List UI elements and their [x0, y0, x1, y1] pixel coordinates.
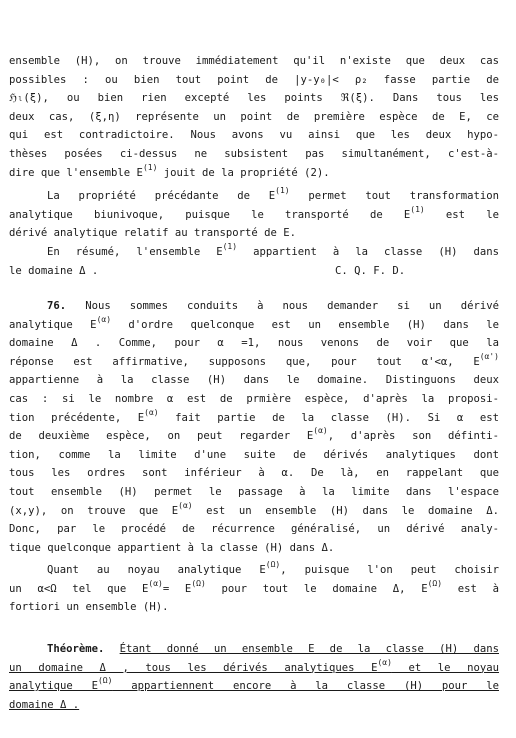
text-line: Quant au noyau analytique $E^{(\Omega)}$, puisque l'on peut choisir	[47, 560, 499, 576]
text-line: un domaine Δ , tous les dérivés analytiques $E^{(\alpha)}$ et le noyau	[9, 657, 499, 674]
section-first-line: Nous sommes conduits à nous demander si un dérivé	[85, 300, 499, 312]
text-line	[9, 640, 499, 659]
text-line: tion précédente, $E^{(\alpha)}$ fait partie de la classe (H). Si α est	[9, 407, 499, 424]
text-line: dire que l'ensemble $E^{(1)}$ jouit de la propriété (2).	[9, 162, 330, 179]
theorem-statement: Étant donné un ensemble E de la classe (H) dans	[119, 643, 499, 655]
text-line: tion, comme la limite d'une suite de dérivés analytiques dont	[9, 448, 499, 461]
section-76	[9, 297, 499, 557]
theorem	[9, 640, 499, 714]
text-line: ensemble (H), on trouve immédiatement qu'il n'existe que deux cas	[9, 55, 499, 67]
text-line: de deuxième espèce, on peut regarder $E^{(\alpha)}$, d'après son définti-	[9, 426, 499, 443]
text-line: En résumé, l'ensemble $E^{(1)}$ appartient à la classe (H) dans	[47, 242, 499, 258]
text-line: qui est contradictoire. Nous avons vu ainsi que les deux hypo-	[9, 129, 499, 142]
paragraph-proof-end	[9, 52, 499, 182]
text-line-domain: le domaine Δ .	[9, 264, 99, 277]
text-line: fortiori un ensemble (H).	[9, 601, 169, 614]
paragraph-summary	[9, 243, 499, 280]
text-line: tique quelconque appartient à la classe (H) dans Δ.	[9, 541, 335, 554]
text-line: domaine Δ . Comme, pour α =1, nous venons de voir que la	[9, 337, 499, 350]
text-line: analytique $E^{(\Omega)}$ appartiennent encore à la classe (H) pour le	[9, 676, 499, 693]
text-line: deux cas, (ξ,η) représente un point de première espèce de E, ce	[9, 110, 499, 123]
text-line: La propriété précédante de $E^{(1)}$ permet tout transformation	[47, 186, 499, 202]
text-line: appartienne à la classe (H) dans le domaine. Distinguons deux	[9, 374, 499, 387]
text-line: domaine Δ .	[9, 698, 80, 711]
text-line: réponse est affirmative, supposons que, pour tout α'<α, $E^{(\alpha')}$	[9, 351, 499, 368]
qed-mark: C. Q. F. D.	[335, 264, 406, 277]
text-line: (x,y), on trouve que $E^{(\alpha)}$ est un ensemble (H) dans le domaine Δ.	[9, 500, 499, 517]
text-line: cas : si le nombre α est de prmière espèce, d'après la proposi-	[9, 392, 499, 405]
text-line	[9, 297, 499, 316]
text-line: tous les ordres sont inférieur à α. De là, en rappelant que	[9, 467, 499, 480]
text-line: Donc, par le procédé de récurrence généralisé, un dérivé analy-	[9, 523, 499, 536]
text-line: dérivé analytique relatif au transporté de E.	[9, 227, 297, 240]
text-line: tout ensemble (H) permet le passage à la limite dans l'espace	[9, 485, 499, 498]
text-line: thèses posées ci-dessus ne subsistent pas simultanément, c'est-à-	[9, 147, 499, 160]
text-line: analytique biunivoque, puisque le transporté de $E^{(1)}$ est le	[9, 204, 499, 221]
text-line: possibles : ou bien tout point de |y-y₀|< ρ₂ fasse partie de	[9, 73, 499, 86]
text-line: analytique $E^{(\alpha)}$ d'ordre quelconque est un ensemble (H) dans le	[9, 314, 499, 331]
paragraph-property	[9, 187, 499, 243]
text-line: un α<Ω tel que $E^{(\alpha)}= E^{(\Omega)}$ pour tout le domaine Δ, $E^{(\Omega)}$ est à	[9, 578, 499, 595]
section-number: 76.	[47, 300, 67, 312]
paragraph-kernel	[9, 561, 499, 617]
theorem-label: Théorème.	[47, 643, 105, 655]
text-line: ℌₗ(ξ), ou bien rien excepté les points ℜ(ξ). Dans tous les	[9, 92, 499, 105]
text-line	[9, 262, 499, 281]
